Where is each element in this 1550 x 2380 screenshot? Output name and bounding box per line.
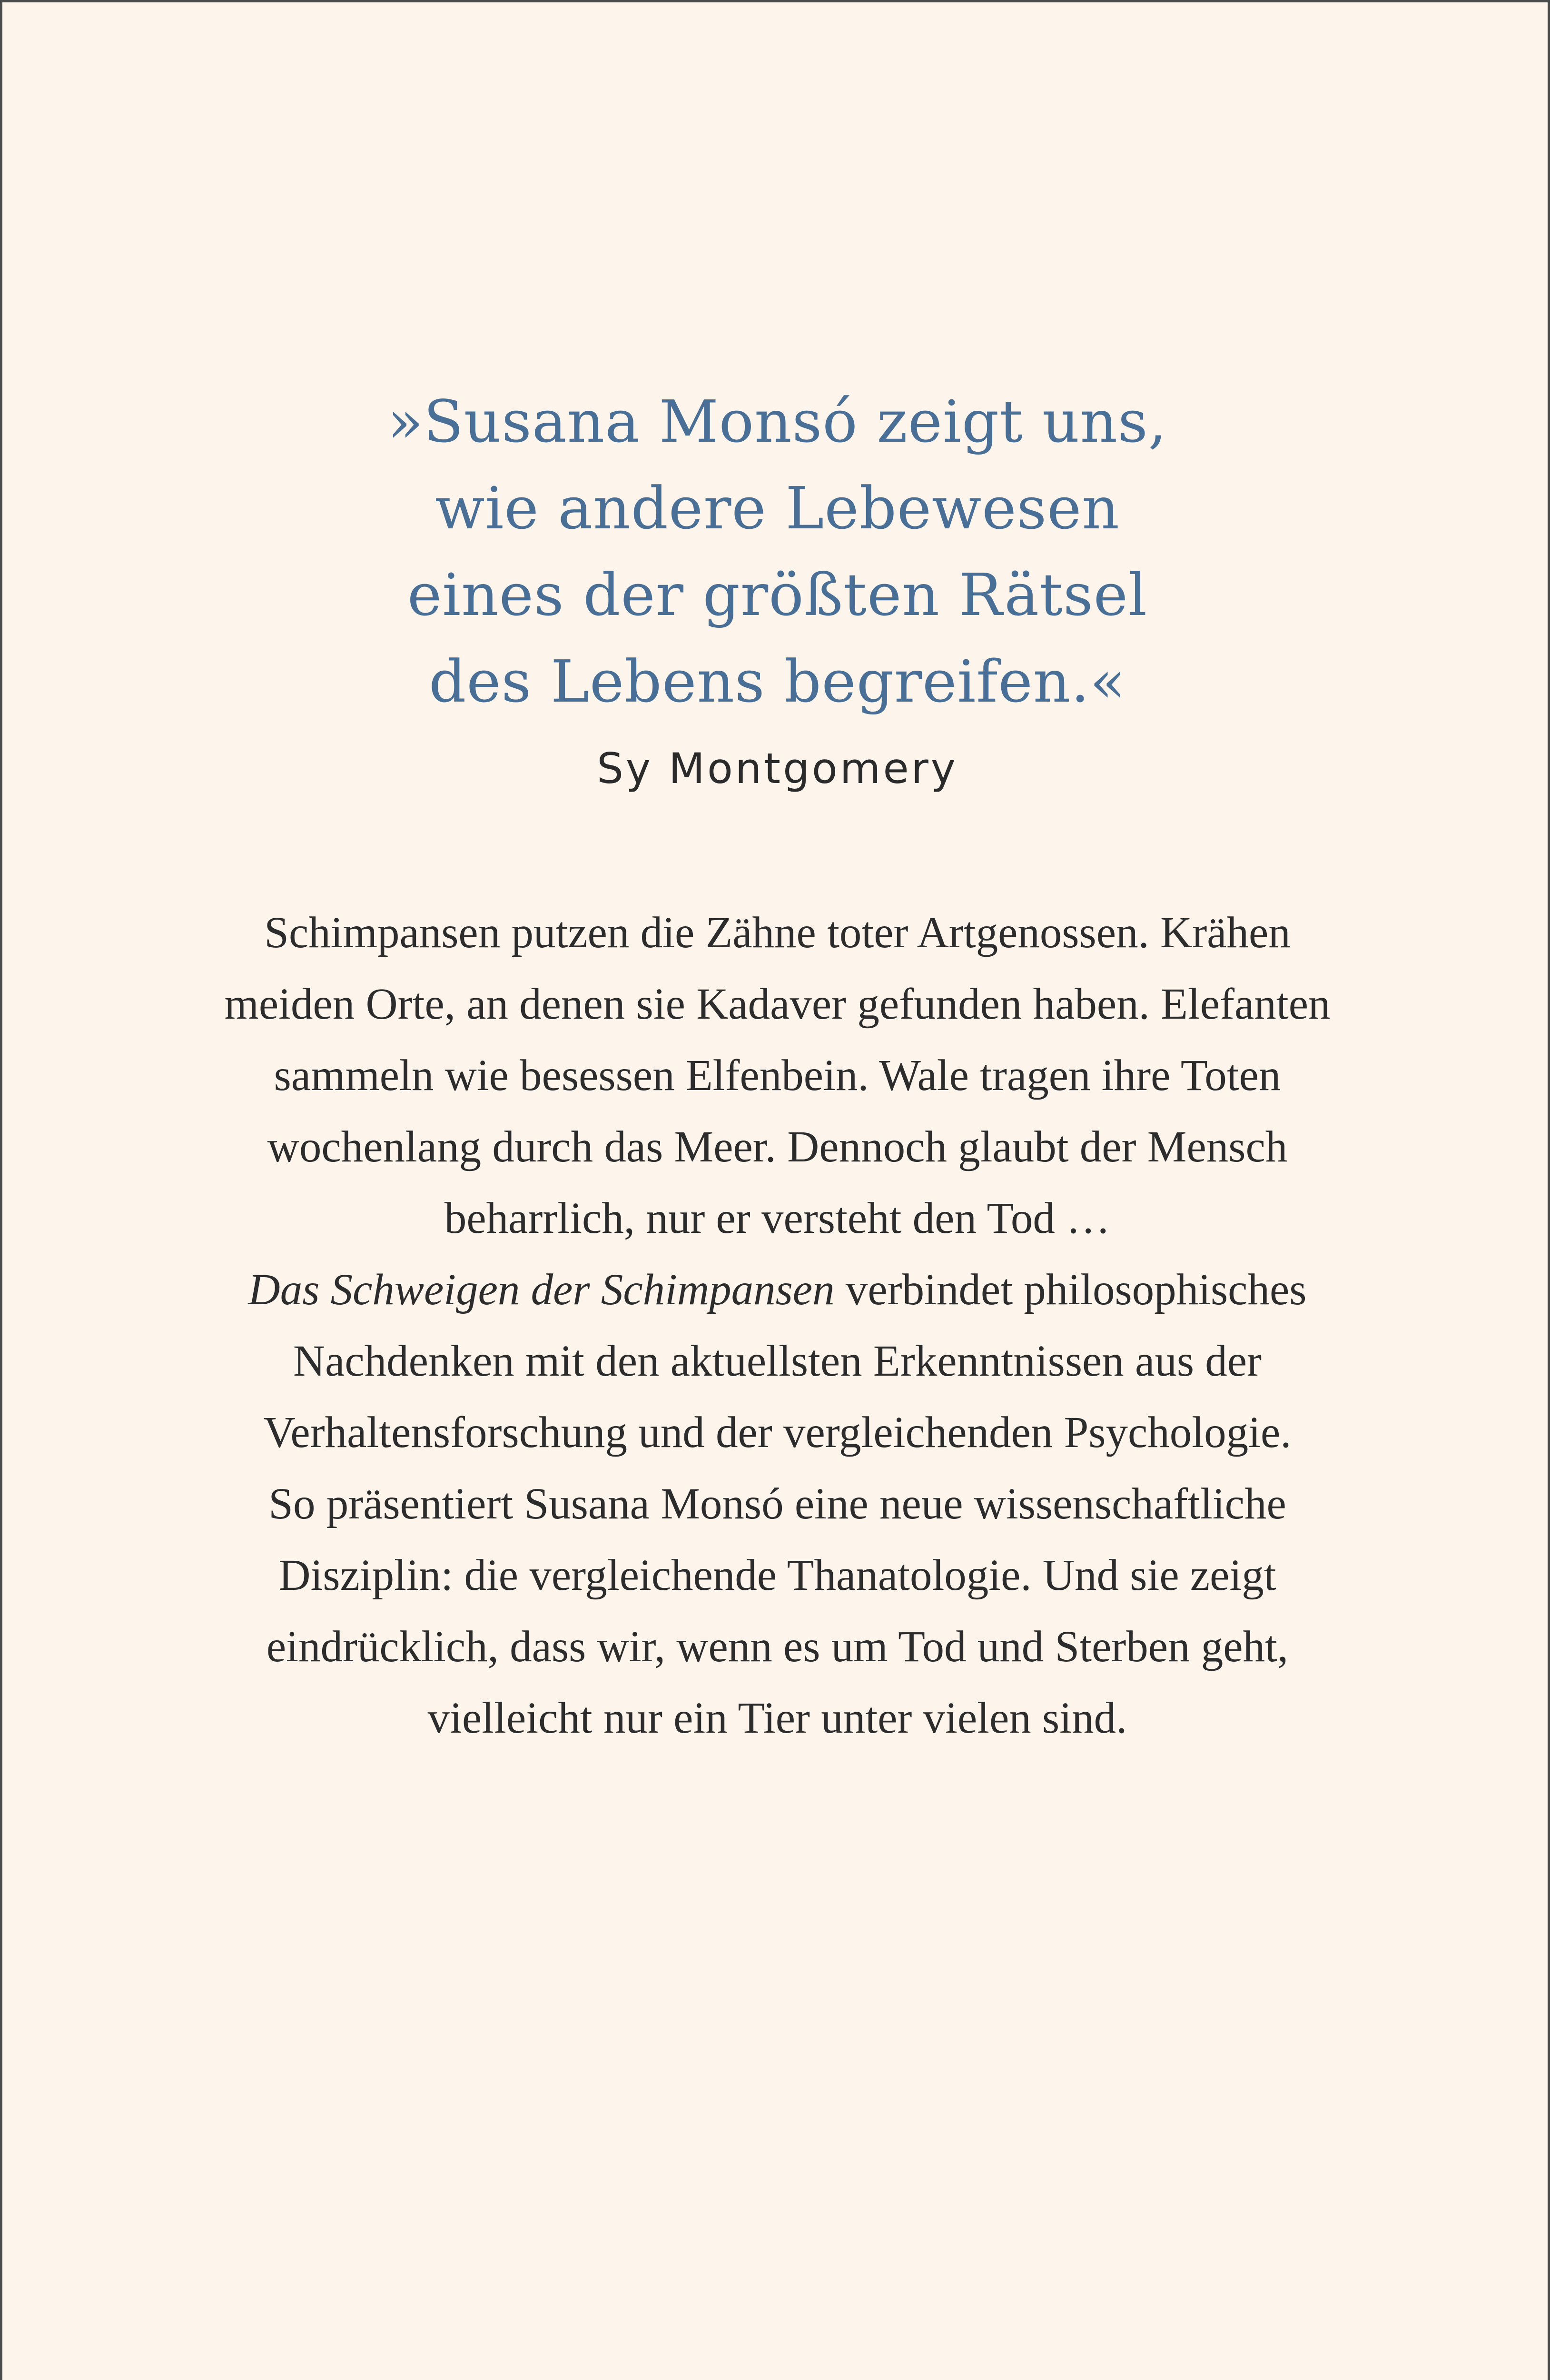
blurb-line: wochenlang durch das Meer. Dennoch glaubt der Mensch xyxy=(267,1122,1288,1171)
blurb-line: beharrlich, nur er versteht den Tod … xyxy=(444,1194,1111,1243)
blurb-text xyxy=(2,897,1550,1754)
blurb-title-line xyxy=(2,1254,1550,1326)
blurb-line: Disziplin: die vergleichende Thanatologie. Und sie zeigt xyxy=(278,1551,1276,1600)
blurb-line: eindrücklich, dass wir, wenn es um Tod und Sterben geht, xyxy=(266,1622,1289,1671)
blurb-line: Verhaltensforschung und der vergleichenden Psychologie. xyxy=(263,1408,1292,1457)
blurb-line: meiden Orte, an denen sie Kadaver gefunden haben. Elefanten xyxy=(224,980,1331,1029)
blurb-line: Schimpansen putzen die Zähne toter Artgenossen. Krähen xyxy=(264,908,1291,957)
blurb-line: So präsentiert Susana Monsó eine neue wissenschaftliche xyxy=(268,1479,1286,1528)
quote-line: des Lebens begreifen.« xyxy=(429,648,1126,715)
book-title: Das Schweigen der Schimpansen xyxy=(248,1265,835,1314)
blurb-line: vielleicht nur ein Tier unter vielen sind. xyxy=(427,1694,1127,1743)
quote-line: »Susana Monsó zeigt uns, xyxy=(387,388,1167,456)
blurb-line-rest: verbindet philosophisches xyxy=(834,1265,1307,1314)
quote-line: eines der größten Rätsel xyxy=(407,561,1147,629)
pull-quote xyxy=(2,378,1550,725)
blurb-line: Nachdenken mit den aktuellsten Erkenntnissen aus der xyxy=(293,1337,1262,1386)
blurb-line: sammeln wie besessen Elfenbein. Wale tragen ihre Toten xyxy=(274,1051,1281,1100)
quote-author: Sy Montgomery xyxy=(597,744,958,793)
quote-line: wie andere Lebewesen xyxy=(435,475,1120,542)
